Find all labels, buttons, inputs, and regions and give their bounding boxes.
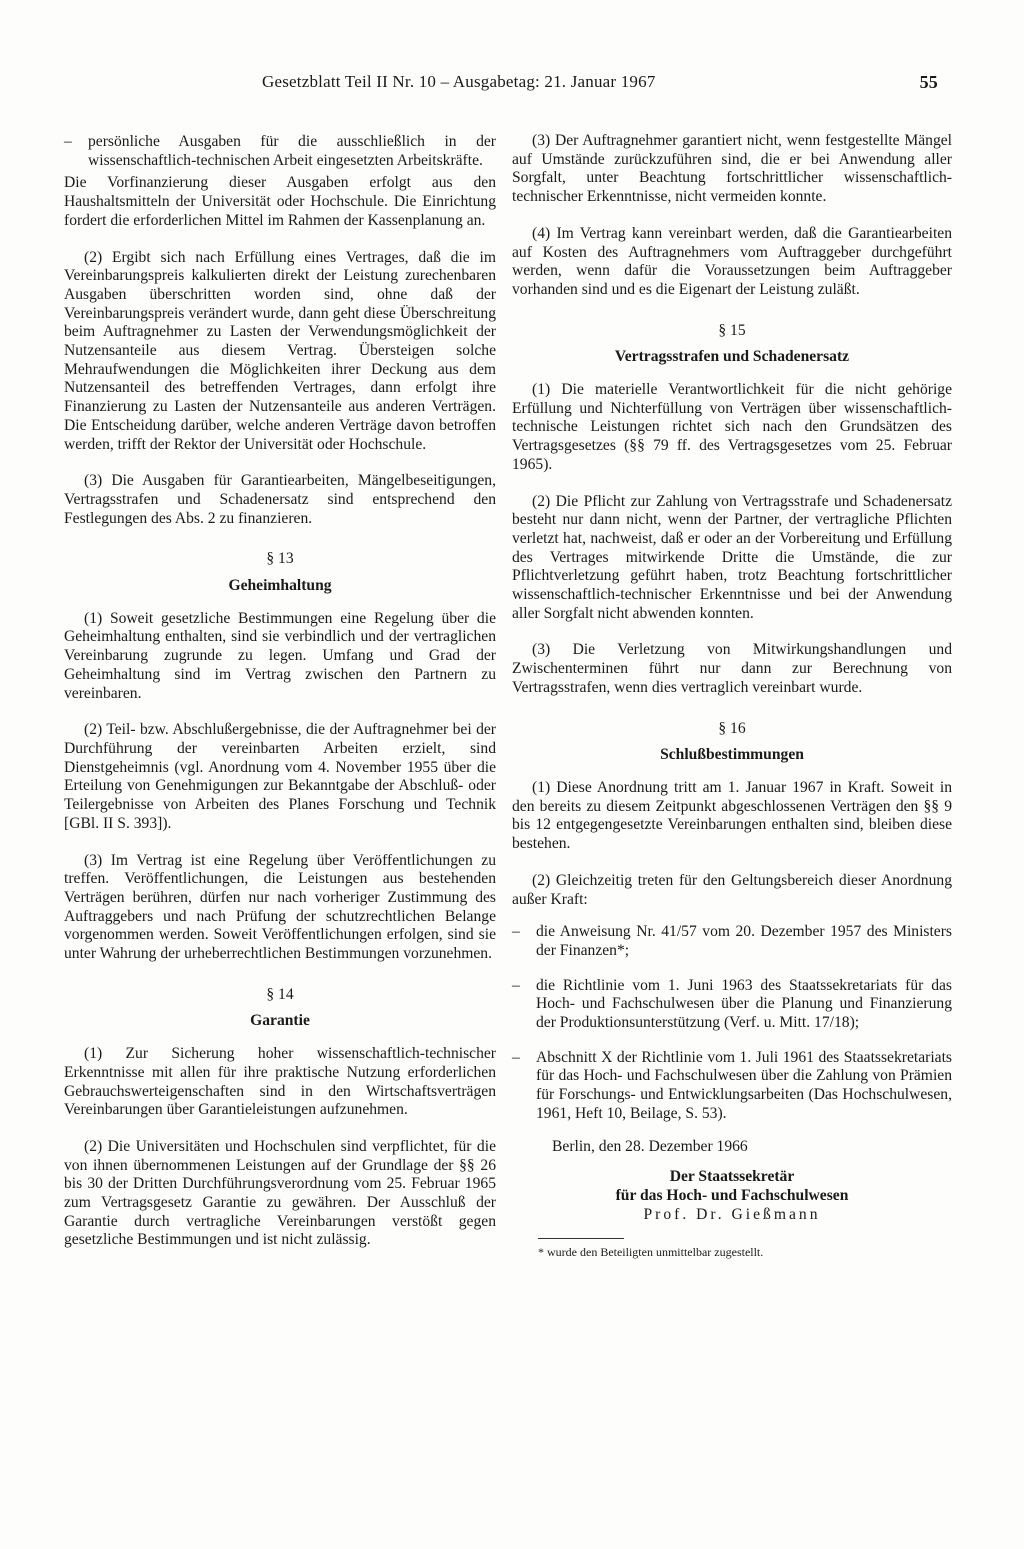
section-14-number: § 14: [266, 985, 294, 1003]
dash-marker: –: [512, 1048, 520, 1066]
list-item: [512, 977, 952, 1033]
section-13-heading: Geheimhaltung: [228, 577, 332, 595]
page-header: [262, 72, 938, 96]
list-item-text: die Anweisung Nr. 41/57 vom 20. Dezember 1957 des Ministers der Finanzen*;: [536, 923, 952, 959]
section-16-number: § 16: [718, 719, 746, 737]
place-date: Berlin, den 28. Dezember 1966: [552, 1137, 748, 1155]
list-item: [512, 923, 952, 960]
paragraph-13-2: (2) Teil- bzw. Abschlußergebnisse, die der Auftragnehmer bei der Durchführung der vereinbarten Arbeiten erzielt, sind Dienstgeheimnis (vgl. Anordnung vom 4. November 1955 über die Erteilung von Genehmigungen zur Bekanntgabe der Abschluß- oder Teilergebnisse von Arbeiten des Planes Forschung und Technik [GBl. II S. 393]).: [64, 721, 496, 832]
section-15-heading: Vertragsstrafen und Schadenersatz: [614, 348, 850, 366]
list-item-text: persönliche Ausgaben für die ausschließlich in der wissenschaftlich-technischen Arbeit eingesetzten Arbeitskräfte.: [88, 133, 496, 169]
section-13-number: § 13: [266, 550, 294, 568]
page-number: 55: [919, 72, 938, 92]
section-14-heading: Garantie: [250, 1012, 310, 1030]
section-15-number: § 15: [718, 321, 746, 339]
paragraph-financing: Die Vorfinanzierung dieser Ausgaben erfolgt aus den Haushaltsmitteln der Universität oder Hochschule. Die Einrichtung fordert die erforderlichen Mittel im Rahmen der Kassenplanung an.: [64, 174, 496, 229]
right-column: [512, 132, 952, 1260]
list-item: [512, 1049, 952, 1124]
paragraph-13-3: (3) Im Vertrag ist eine Regelung über Veröffentlichungen zu treffen. Veröffentlichungen, die Leistungen aus bestehenden Verträgen berühren, dürfen nur nach vorheriger Zustimmung des Auftraggebers und nach Prüfung der schutzrechtlichen Belange vorgenommen werden. Soweit Veröffentlichungen erfolgen, sind sie unter Wahrung der urheberrechtlichen Bestimmungen vorzunehmen.: [64, 851, 496, 963]
dash-marker: –: [64, 133, 72, 150]
list-item: [64, 133, 496, 170]
list-item-text: Abschnitt X der Richtlinie vom 1. Juli 1961 des Staatssekretariats für das Hoch- und Fachschulwesen über die Zahlung von Prämien für Forschungs- und Entwicklungsarbeiten (Das Hochschulwesen, 1961, Heft 10, Beilage, S. 53).: [536, 1048, 952, 1122]
signatory-name: Prof. Dr. Gießmann: [643, 1205, 821, 1223]
header-title: Gesetzblatt Teil II Nr. 10 – Ausgabetag: 21. Januar 1967: [262, 72, 656, 91]
paragraph-13-1: (1) Soweit gesetzliche Bestimmungen eine Regelung über die Geheimhaltung enthalten, sind sie verbindlich und der vertraglichen Vereinbarung zugrunde zu legen. Umfang und Grad der Geheimhaltung sind im Vertrag zwischen den Partnern zu vereinbaren.: [64, 609, 496, 702]
paragraph-15-2: (2) Die Pflicht zur Zahlung von Vertragsstrafe und Schadenersatz besteht nur dann nicht, wenn der Partner, der vertragliche Pflichten verletzt hat, nachweist, daß er oder an der Vorbereitung und Erfüllung des Vertrages mitwirkende Dritte die Umstände, die zur Pflichtverletzung geführt haben, trotz Beachtung fortschrittlicher wissenschaftlich-technischer Erkenntnisse und bei der Anwendung aller Sorgfalt nicht abwenden konnten.: [512, 492, 952, 622]
signatory-office: für das Hoch- und Fachschulwesen: [615, 1186, 849, 1204]
paragraph-15-3: (3) Die Verletzung von Mitwirkungshandlungen und Zwischenterminen führt nur dann zur Berechnung von Vertragsstrafen, wenn dies vertraglich vereinbart wurde.: [512, 641, 952, 696]
signatory-title: Der Staatssekretär: [669, 1168, 795, 1186]
paragraph-14-3: (3) Der Auftragnehmer garantiert nicht, wenn festgestellte Mängel auf Umstände zurückzuführen sind, die er bei Anwendung aller Sorgfalt, unter Beachtung fortschrittlicher wissenschaftlich-technischer Erkenntnisse, nicht vermeiden konnte.: [512, 132, 952, 206]
list-item-text: die Richtlinie vom 1. Juni 1963 des Staatssekretariats für das Hoch- und Fachschulwesen über die Planung und Finanzierung der Produktionsunterstützung (Verf. u. Mitt. 17/18);: [536, 976, 952, 1032]
left-column: [64, 133, 496, 1268]
paragraph-16-2: (2) Gleichzeitig treten für den Geltungsbereich dieser Anordnung außer Kraft:: [512, 871, 952, 908]
paragraph-15-1: (1) Die materielle Verantwortlichkeit für die nicht gehörige Erfüllung und Nichterfüllung von Verträgen über wissenschaftlich-technische Leistungen richtet sich nach den Grundsätzen des Vertragsgesetzes (§§ 79 ff. des Vertragsgesetzes vom 25. Februar 1965).: [512, 381, 952, 473]
dash-marker: –: [512, 976, 520, 994]
paragraph-14-4: (4) Im Vertrag kann vereinbart werden, daß die Garantiearbeiten auf Kosten des Auftragnehmers vom Auftraggeber durchgeführt werden, wenn dafür die Voraussetzungen beim Auftraggeber vorhanden sind und es die Eigenart der Leistung zuläßt.: [512, 224, 952, 298]
dash-marker: –: [512, 923, 520, 941]
footnote: * wurde den Beteiligten unmittelbar zugestellt.: [538, 1245, 764, 1260]
paragraph-14-1: (1) Zur Sicherung hoher wissenschaftlich-technischer Erkenntnisse mit allen für ihre praktische Nutzung erforderlichen Gebrauchswerteigenschaften sind in den Wirtschaftsverträgen Vereinbarungen über Garantieleistungen aufzunehmen.: [64, 1045, 496, 1119]
paragraph-12-3: (3) Die Ausgaben für Garantiearbeiten, Mängelbeseitigungen, Vertragsstrafen und Schadenersatz sind entsprechend den Festlegungen des Abs. 2 zu finanzieren.: [64, 472, 496, 527]
section-16-heading: Schlußbestimmungen: [660, 746, 804, 764]
footnote-rule: [538, 1238, 624, 1239]
paragraph-16-1: (1) Diese Anordnung tritt am 1. Januar 1967 in Kraft. Soweit in den bereits zu diesem Zeitpunkt abgeschlossenen Verträgen den §§ 9 bis 12 entgegengesetzte Vereinbarungen enthalten sind, bleiben diese bestehen.: [512, 778, 952, 853]
paragraph-12-2: (2) Ergibt sich nach Erfüllung eines Vertrages, daß die im Vereinbarungspreis kalkulierten direkt der Leistung zurechenbaren Ausgaben überschritten worden sind, ohne daß der Vereinbarungspreis verändert wurde, dann geht diese Überschreitung beim Auftragnehmer zu Lasten der Verwendungsmöglichkeit der Nutzensanteile aus diesem Vertrag. Übersteigen solche Mehraufwendungen die Möglichkeiten ihrer Deckung aus dem Nutzensanteil des betreffenden Vertrages, dann erfolgt ihre Finanzierung zu Lasten der Nutzensanteile aus anderen Verträgen. Die Entscheidung darüber, welche anderen Verträge davon betroffen werden, trifft der Rektor der Universität oder Hochschule.: [64, 248, 496, 453]
paragraph-14-2: (2) Die Universitäten und Hochschulen sind verpflichtet, für die von ihnen übernommenen Leistungen auf der Grundlage der §§ 26 bis 30 der Dritten Durchführungsverordnung vom 25. Februar 1965 zum Vertragsgesetz Garantie zu gewähren. Der Ausschluß der Garantie durch vertragliche Vereinbarungen verstößt gegen gesetzliche Bestimmungen und ist nicht zulässig.: [64, 1137, 496, 1249]
